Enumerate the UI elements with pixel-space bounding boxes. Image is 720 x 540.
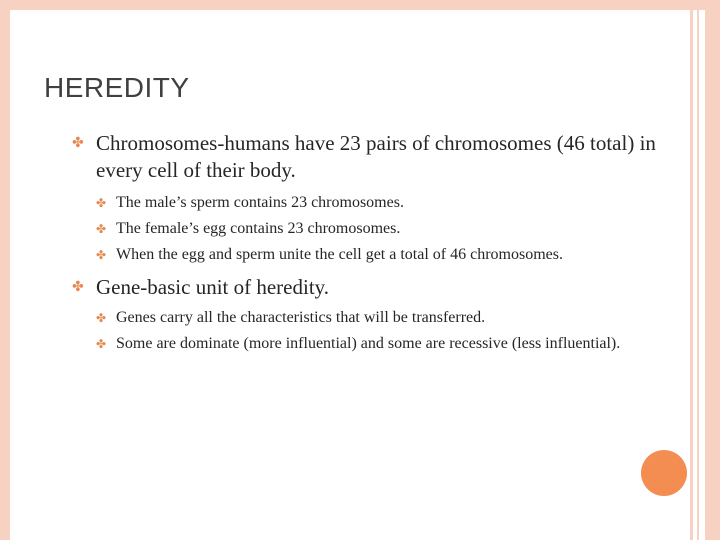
frame-right-border	[705, 0, 720, 540]
sub-bullet-text: The male’s sperm contains 23 chromosomes.	[116, 194, 404, 211]
sub-bullet-female-egg	[72, 216, 672, 242]
bullet-chromosomes	[72, 130, 672, 184]
sub-bullet-dominant-recessive	[72, 331, 672, 357]
ornament-bullet-icon: ✤	[96, 196, 107, 210]
ornament-bullet-icon: ✤	[96, 222, 107, 236]
sub-bullet-text: When the egg and sperm unite the cell get a total of 46 chromosomes.	[116, 246, 563, 263]
ornament-bullet-icon: ✤	[96, 337, 107, 351]
frame-left-border	[0, 0, 10, 540]
ornament-bullet-icon: ✤	[72, 280, 84, 295]
ornament-bullet-icon: ✤	[72, 136, 84, 151]
bullet-text: Gene-basic unit of heredity.	[96, 275, 330, 299]
frame-right-line-thin	[697, 0, 699, 540]
bullet-text: Chromosomes-humans have 23 pairs of chromosomes (46 total) in every cell of their body.	[96, 131, 656, 182]
frame-top-border	[0, 0, 720, 10]
sub-bullet-text: Genes carry all the characteristics that will be transferred.	[116, 309, 486, 326]
slide-body	[72, 130, 672, 357]
frame-right-line	[690, 0, 693, 540]
sub-bullet-text: Some are dominate (more influential) and some are recessive (less influential).	[116, 335, 621, 352]
ornament-bullet-icon: ✤	[96, 248, 107, 262]
sub-bullet-text: The female’s egg contains 23 chromosomes.	[116, 220, 401, 237]
ornament-bullet-icon: ✤	[96, 311, 107, 325]
bullet-gene	[72, 274, 672, 301]
sub-bullet-genes-carry	[72, 305, 672, 331]
sub-bullet-egg-sperm-unite	[72, 242, 672, 268]
slide-title: HEREDITY	[44, 72, 190, 103]
sub-bullet-male-sperm	[72, 190, 672, 216]
accent-circle-icon	[641, 450, 687, 496]
